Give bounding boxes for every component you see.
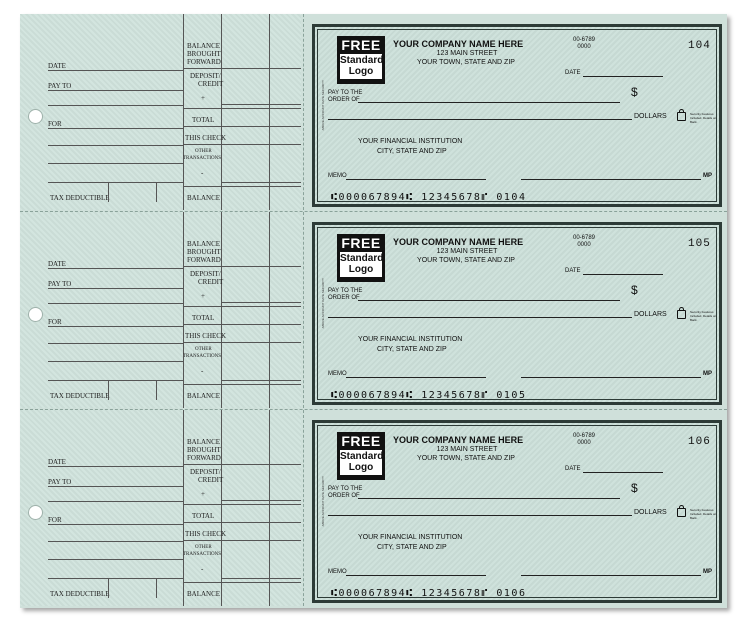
date-line: [583, 472, 663, 473]
stub-divider: [156, 578, 157, 598]
check-sheet: [20, 14, 727, 608]
payee-line: [358, 102, 620, 103]
check: [312, 24, 722, 207]
dollars-label: DOLLARS: [634, 113, 667, 120]
check-stub: [20, 410, 301, 606]
logo-placeholder: [337, 432, 385, 480]
stub-divider: [183, 14, 184, 210]
stub-date-label: DATE: [48, 260, 66, 268]
stub-divider: [183, 212, 184, 408]
stub-line: [183, 384, 301, 385]
bank-city: CITY, STATE AND ZIP: [377, 148, 447, 155]
memo-label: MEMO: [328, 569, 347, 575]
stub-line: [221, 182, 301, 183]
security-features-text: Security Features Included. Details on Back.: [690, 112, 717, 124]
stub-balance-forward-l1: BALANCE: [187, 438, 221, 446]
date-label: DATE: [565, 268, 581, 274]
stub-divider: [108, 380, 109, 400]
stub-plus-sign: +: [201, 292, 205, 300]
check-side-text: ABOVE ACCOUNT DATE SECURITY: [321, 278, 325, 329]
company-city: YOUR TOWN, STATE AND ZIP: [417, 455, 515, 462]
stub-other-l2: TRANSACTIONS: [183, 552, 222, 557]
pay-to-label-l2: ORDER OF: [328, 295, 360, 301]
stub-for-label: FOR: [48, 318, 62, 326]
stub-balance-label: BALANCE: [187, 392, 221, 400]
stub-line: [221, 380, 301, 381]
micr-line: ⑆000067894⑆ 12345678⑈ 0105: [331, 390, 527, 401]
amount-words-line: [328, 119, 632, 120]
dollar-sign: $: [631, 481, 638, 495]
logo-line1: Standard: [340, 55, 384, 66]
signature-line: [521, 179, 701, 180]
logo-free-text: FREE: [341, 37, 381, 53]
stub-divider: [221, 410, 222, 606]
stub-divider: [221, 212, 222, 408]
stub-this-check-label: THIS CHECK: [185, 134, 227, 142]
stub-line: [183, 582, 301, 583]
dollars-label: DOLLARS: [634, 311, 667, 318]
routing-bottom: 0000: [577, 440, 591, 446]
stub-line: [48, 182, 183, 183]
check-stub: [20, 212, 301, 408]
stub-other-l1: OTHER: [195, 149, 212, 154]
stub-line: [221, 302, 301, 303]
check-side-text: ABOVE ACCOUNT DATE SECURITY: [321, 80, 325, 131]
bank-name: YOUR FINANCIAL INSTITUTION: [358, 336, 463, 343]
company-street: 123 MAIN STREET: [436, 50, 498, 57]
stub-line: [48, 380, 183, 381]
company-city: YOUR TOWN, STATE AND ZIP: [417, 59, 515, 66]
security-features-text: Security Features Included. Details on Back.: [690, 310, 717, 322]
company-city: YOUR TOWN, STATE AND ZIP: [417, 257, 515, 264]
logo-free-text: FREE: [341, 433, 381, 449]
bank-name: YOUR FINANCIAL INSTITUTION: [358, 534, 463, 541]
stub-divider: [183, 410, 184, 606]
memo-label: MEMO: [328, 371, 347, 377]
pay-to-label-l1: PAY TO THE: [328, 486, 363, 492]
date-line: [583, 76, 663, 77]
mp-icon: MP: [703, 569, 712, 575]
amount-words-line: [328, 515, 632, 516]
stub-line: [183, 68, 301, 69]
mp-icon: MP: [703, 173, 712, 179]
stub-date-label: DATE: [48, 458, 66, 466]
check-border: [317, 29, 717, 202]
stub-balance-forward-l1: BALANCE: [187, 42, 221, 50]
company-name: YOUR COMPANY NAME HERE: [393, 39, 524, 49]
stub-deposit-l2: CREDIT: [198, 476, 224, 484]
lock-icon: [677, 508, 686, 517]
pay-to-label-l2: ORDER OF: [328, 493, 360, 499]
bank-name: YOUR FINANCIAL INSTITUTION: [358, 138, 463, 145]
date-label: DATE: [565, 70, 581, 76]
stub-this-check-label: THIS CHECK: [185, 530, 227, 538]
memo-line: [346, 575, 486, 576]
stub-line: [183, 540, 301, 541]
amount-words-line: [328, 317, 632, 318]
pay-to-label-l1: PAY TO THE: [328, 90, 363, 96]
stub-divider: [269, 14, 270, 210]
routing-bottom: 0000: [577, 44, 591, 50]
stub-balance-forward-l2: BROUGHT: [187, 446, 221, 454]
stub-tax-deductible-label: TAX DEDUCTIBLE: [50, 194, 110, 202]
stub-divider: [108, 578, 109, 598]
micr-line: ⑆000067894⑆ 12345678⑈ 0106: [331, 588, 527, 599]
micr-line: ⑆000067894⑆ 12345678⑈ 0104: [331, 192, 527, 203]
perforation-line: [303, 14, 304, 210]
stub-line: [48, 578, 183, 579]
check-row: [20, 212, 727, 408]
pay-to-label-l2: ORDER OF: [328, 97, 360, 103]
logo-line1: Standard: [340, 253, 384, 264]
stub-line: [183, 144, 301, 145]
stub-line: [221, 578, 301, 579]
company-name: YOUR COMPANY NAME HERE: [393, 435, 524, 445]
pay-to-label-l1: PAY TO THE: [328, 288, 363, 294]
stub-line: [48, 541, 183, 542]
stub-line: [48, 303, 183, 304]
security-features-text: Security Features Included. Details on Back.: [690, 508, 717, 520]
perforation-line: [303, 410, 304, 606]
binder-hole-icon: [28, 307, 43, 322]
stub-line: [183, 306, 301, 307]
check: [312, 222, 722, 405]
check-number: 105: [688, 238, 711, 250]
company-street: 123 MAIN STREET: [436, 446, 498, 453]
stub-balance-forward-l3: FORWARD: [187, 256, 221, 264]
stub-line: [183, 324, 301, 325]
stub-date-line: [48, 268, 183, 269]
stub-line: [48, 105, 183, 106]
logo-line2: Logo: [348, 462, 374, 473]
company-name: YOUR COMPANY NAME HERE: [393, 237, 524, 247]
stub-total-label: TOTAL: [192, 512, 215, 520]
date-label: DATE: [565, 466, 581, 472]
logo-line2: Logo: [348, 264, 374, 275]
stub-other-l1: OTHER: [195, 347, 212, 352]
stub-plus-sign: +: [201, 490, 205, 498]
stub-balance-label: BALANCE: [187, 590, 221, 598]
stub-minus-sign: -: [201, 169, 204, 177]
stub-divider: [156, 182, 157, 202]
stub-divider: [269, 212, 270, 408]
payee-line: [358, 498, 620, 499]
binder-hole-icon: [28, 505, 43, 520]
stub-balance-forward-l1: BALANCE: [187, 240, 221, 248]
check: [312, 420, 722, 603]
stub-line: [183, 504, 301, 505]
stub-date-line: [48, 70, 183, 71]
stub-tax-deductible-label: TAX DEDUCTIBLE: [50, 392, 110, 400]
stub-divider: [269, 410, 270, 606]
stub-balance-forward-l3: FORWARD: [187, 58, 221, 66]
check-row: [20, 410, 727, 606]
stub-date-label: DATE: [48, 62, 66, 70]
routing-top: 00-6789: [573, 235, 596, 241]
bank-city: CITY, STATE AND ZIP: [377, 346, 447, 353]
stub-this-check-label: THIS CHECK: [185, 332, 227, 340]
stub-pay-to-label: PAY TO: [48, 280, 72, 288]
stub-for-label: FOR: [48, 516, 62, 524]
stub-divider: [156, 380, 157, 400]
perforation-line: [303, 212, 304, 408]
memo-line: [346, 377, 486, 378]
check-number: 104: [688, 40, 711, 52]
memo-label: MEMO: [328, 173, 347, 179]
dollars-label: DOLLARS: [634, 509, 667, 516]
stub-line: [48, 524, 183, 525]
stub-minus-sign: -: [201, 367, 204, 375]
routing-top: 00-6789: [573, 433, 596, 439]
logo-placeholder: [337, 36, 385, 84]
stub-balance-forward-l2: BROUGHT: [187, 248, 221, 256]
routing-fraction: [573, 235, 595, 249]
logo-standard-text: [340, 252, 382, 277]
stub-deposit-l2: CREDIT: [198, 80, 224, 88]
stub-line: [48, 145, 183, 146]
stub-deposit-l1: DEPOSIT/: [190, 468, 221, 476]
stub-other-l2: TRANSACTIONS: [183, 354, 222, 359]
payee-line: [358, 300, 620, 301]
routing-fraction: [573, 37, 595, 51]
signature-line: [521, 377, 701, 378]
stub-deposit-l1: DEPOSIT/: [190, 270, 221, 278]
routing-fraction: [573, 433, 595, 447]
stub-line: [48, 501, 183, 502]
stub-line: [183, 108, 301, 109]
logo-free-text: FREE: [341, 235, 381, 251]
stub-pay-to-label: PAY TO: [48, 478, 72, 486]
dollar-sign: $: [631, 283, 638, 297]
stub-pay-to-label: PAY TO: [48, 82, 72, 90]
check-border: [317, 227, 717, 400]
stub-line: [48, 343, 183, 344]
stub-line: [183, 266, 301, 267]
stub-deposit-l1: DEPOSIT/: [190, 72, 221, 80]
stub-line: [221, 500, 301, 501]
bank-city: CITY, STATE AND ZIP: [377, 544, 447, 551]
stub-line: [48, 163, 183, 164]
stub-tax-deductible-label: TAX DEDUCTIBLE: [50, 590, 110, 598]
stub-total-label: TOTAL: [192, 314, 215, 322]
stub-line: [48, 128, 183, 129]
stub-pay-to-line: [48, 90, 183, 91]
stub-line: [183, 464, 301, 465]
stub-line: [183, 342, 301, 343]
stub-line: [183, 126, 301, 127]
stub-minus-sign: -: [201, 565, 204, 573]
stub-pay-to-line: [48, 288, 183, 289]
stub-plus-sign: +: [201, 94, 205, 102]
lock-icon: [677, 310, 686, 319]
stub-other-l1: OTHER: [195, 545, 212, 550]
check-number: 106: [688, 436, 711, 448]
stub-line: [48, 326, 183, 327]
stub-line: [48, 559, 183, 560]
logo-line1: Standard: [340, 451, 384, 462]
logo-placeholder: [337, 234, 385, 282]
stub-balance-forward-l2: BROUGHT: [187, 50, 221, 58]
stub-line: [221, 104, 301, 105]
company-street: 123 MAIN STREET: [436, 248, 498, 255]
stub-for-label: FOR: [48, 120, 62, 128]
stub-line: [183, 522, 301, 523]
lock-icon: [677, 112, 686, 121]
mp-icon: MP: [703, 371, 712, 377]
memo-line: [346, 179, 486, 180]
stub-line: [48, 361, 183, 362]
check-stub: [20, 14, 301, 210]
stub-other-l2: TRANSACTIONS: [183, 156, 222, 161]
stub-total-label: TOTAL: [192, 116, 215, 124]
stub-date-line: [48, 466, 183, 467]
logo-standard-text: [340, 450, 382, 475]
stub-divider: [221, 14, 222, 210]
stub-divider: [108, 182, 109, 202]
check-row: [20, 14, 727, 210]
signature-line: [521, 575, 701, 576]
routing-bottom: 0000: [577, 242, 591, 248]
binder-hole-icon: [28, 109, 43, 124]
check-side-text: ABOVE ACCOUNT DATE SECURITY: [321, 476, 325, 527]
dollar-sign: $: [631, 85, 638, 99]
stub-balance-forward-l3: FORWARD: [187, 454, 221, 462]
check-border: [317, 425, 717, 598]
stub-deposit-l2: CREDIT: [198, 278, 224, 286]
stub-line: [183, 186, 301, 187]
routing-top: 00-6789: [573, 37, 596, 43]
date-line: [583, 274, 663, 275]
logo-standard-text: [340, 54, 382, 79]
logo-line2: Logo: [348, 66, 374, 77]
stub-pay-to-line: [48, 486, 183, 487]
stub-balance-label: BALANCE: [187, 194, 221, 202]
